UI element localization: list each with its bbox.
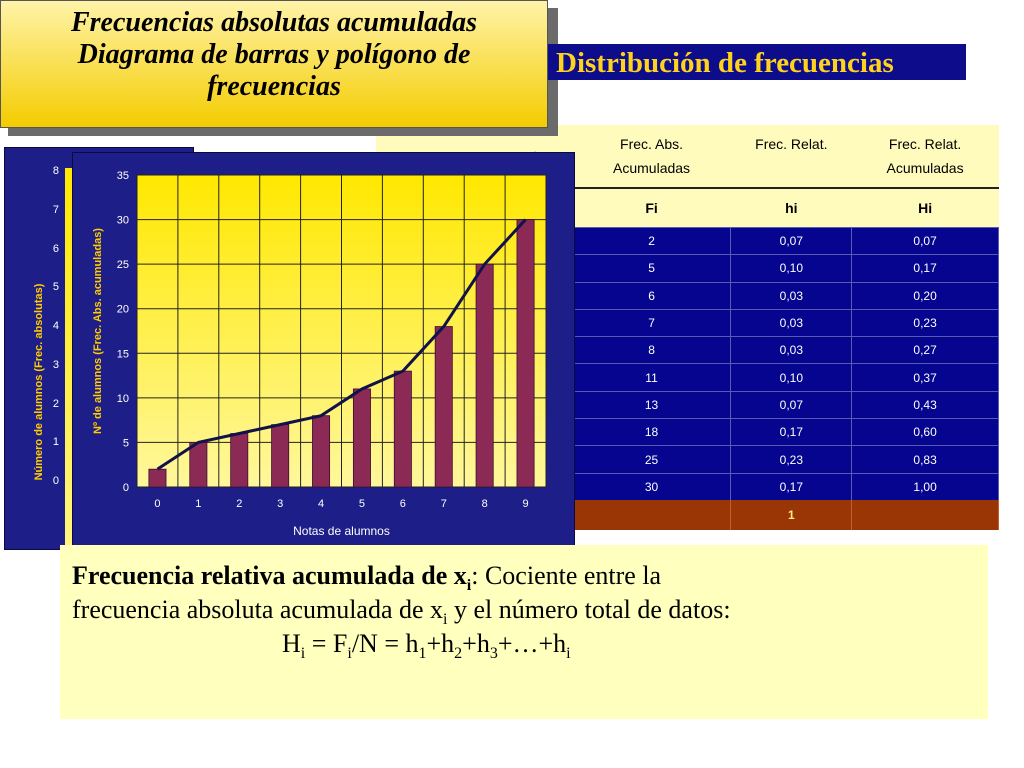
y-tick-label: 10 xyxy=(116,392,129,405)
cumulative-frequency-chart xyxy=(72,152,575,555)
y-tick-label: 30 xyxy=(116,214,129,227)
cell-F: 6 xyxy=(572,282,731,309)
cell-H: 0,83 xyxy=(852,446,999,473)
cell-F: 7 xyxy=(572,309,731,336)
cell-h: 0,03 xyxy=(731,337,852,364)
cell-H: 0,23 xyxy=(852,309,999,336)
cell-H: 0,60 xyxy=(852,419,999,446)
absolute-chart-y-tick: 5 xyxy=(52,281,59,294)
cell-h: 0,10 xyxy=(731,364,852,391)
absolute-chart-y-tick: 3 xyxy=(52,358,59,371)
definition-term: Frecuencia relativa acumulada de $x_i$ xyxy=(72,561,472,595)
bar xyxy=(476,264,493,487)
cell-H: 0,17 xyxy=(852,255,999,282)
cell-F: 25 xyxy=(572,446,731,473)
x-tick-label: 7 xyxy=(440,498,447,510)
x-axis-label: Notas de alumnos xyxy=(293,524,390,538)
title-line-1: Frecuencias absolutas acumuladas xyxy=(70,7,478,38)
bar xyxy=(435,327,452,487)
title-line-3: frecuencias xyxy=(207,71,341,102)
x-tick-label: 4 xyxy=(317,498,325,510)
symbol-F: Fi xyxy=(572,188,731,228)
y-tick-label: 5 xyxy=(122,437,129,450)
bar xyxy=(312,416,329,487)
x-tick-label: 2 xyxy=(236,498,243,510)
cell-h: 0,10 xyxy=(731,255,852,282)
cell-H: 0,27 xyxy=(852,337,999,364)
x-tick-label: 3 xyxy=(277,498,284,510)
absolute-chart-y-tick: 2 xyxy=(52,397,59,410)
bar xyxy=(190,442,207,487)
bar xyxy=(231,434,248,487)
y-axis-label: Nº de alumnos (Frec. Abs. acumuladas) xyxy=(92,228,104,434)
definition-line-1: Frecuencia relativa acumulada de $x_i$: Cociente entre la xyxy=(72,561,662,595)
definition-box xyxy=(60,545,988,719)
bar xyxy=(272,425,289,487)
symbol-h: hi xyxy=(731,188,852,228)
header-frec-rel-acum: Frec. Relat. Acumuladas xyxy=(852,125,999,188)
absolute-chart-y-tick: 7 xyxy=(52,203,59,216)
absolute-chart-y-tick: 8 xyxy=(52,165,59,177)
slide-title xyxy=(0,0,548,128)
definition-formula: $H_i = F_i/N$ = $h_1+h_2+h_3+\dots+h_i$ xyxy=(282,629,571,663)
cell-h: 0,23 xyxy=(731,446,852,473)
cell-h: 0,07 xyxy=(731,391,852,418)
absolute-chart-y-tick: 0 xyxy=(52,475,59,487)
cell-h: 0,03 xyxy=(731,282,852,309)
cell-F: 11 xyxy=(572,364,731,391)
cell-F: 18 xyxy=(572,419,731,446)
bar xyxy=(149,469,166,487)
x-tick-label: 8 xyxy=(481,498,488,510)
x-tick-label: 0 xyxy=(154,498,161,510)
bar xyxy=(394,371,411,487)
bar xyxy=(353,389,370,487)
y-tick-label: 35 xyxy=(116,170,129,182)
bar xyxy=(517,220,534,487)
section-header: Distribución de frecuencias xyxy=(548,44,966,80)
absolute-chart-y-label: Número de alumnos (Frec. absolutas) xyxy=(33,283,45,481)
header-frec-abs-acum: Frec. Abs. Acumuladas xyxy=(572,125,731,188)
x-tick-label: 6 xyxy=(399,498,406,510)
cell-H: 1,00 xyxy=(852,473,999,500)
x-tick-label: 5 xyxy=(358,498,366,510)
y-tick-label: 0 xyxy=(122,482,129,494)
cumulative-chart-svg xyxy=(73,153,576,556)
symbol-H: Hi xyxy=(852,188,999,228)
cell-F: 2 xyxy=(572,228,731,255)
cell-H: 0,37 xyxy=(852,364,999,391)
absolute-chart-y-tick: 4 xyxy=(52,320,59,332)
cell-F: 13 xyxy=(572,391,731,418)
absolute-chart-y-tick: 1 xyxy=(52,436,59,449)
y-tick-label: 20 xyxy=(116,303,129,316)
total-h: 1 xyxy=(731,500,852,530)
cell-h: 0,07 xyxy=(731,228,852,255)
y-tick-label: 25 xyxy=(116,259,129,272)
cell-F: 5 xyxy=(572,255,731,282)
x-tick-label: 9 xyxy=(522,498,529,510)
cell-H: 0,20 xyxy=(852,282,999,309)
title-line-2: Diagrama de barras y polígono de xyxy=(77,39,471,70)
cell-F: 30 xyxy=(572,473,731,500)
cell-h: 0,17 xyxy=(731,473,852,500)
x-tick-label: 1 xyxy=(195,498,202,510)
cell-F: 8 xyxy=(572,337,731,364)
y-tick-label: 15 xyxy=(116,348,129,361)
absolute-chart-y-tick: 6 xyxy=(52,242,59,255)
definition-line-2: frecuencia absoluta acumulada de $x_i$ y el número total de datos: xyxy=(72,595,731,629)
cell-H: 0,43 xyxy=(852,391,999,418)
header-frec-rel: Frec. Relat. xyxy=(731,125,852,188)
cell-H: 0,07 xyxy=(852,228,999,255)
cell-h: 0,17 xyxy=(731,419,852,446)
cell-h: 0,03 xyxy=(731,309,852,336)
